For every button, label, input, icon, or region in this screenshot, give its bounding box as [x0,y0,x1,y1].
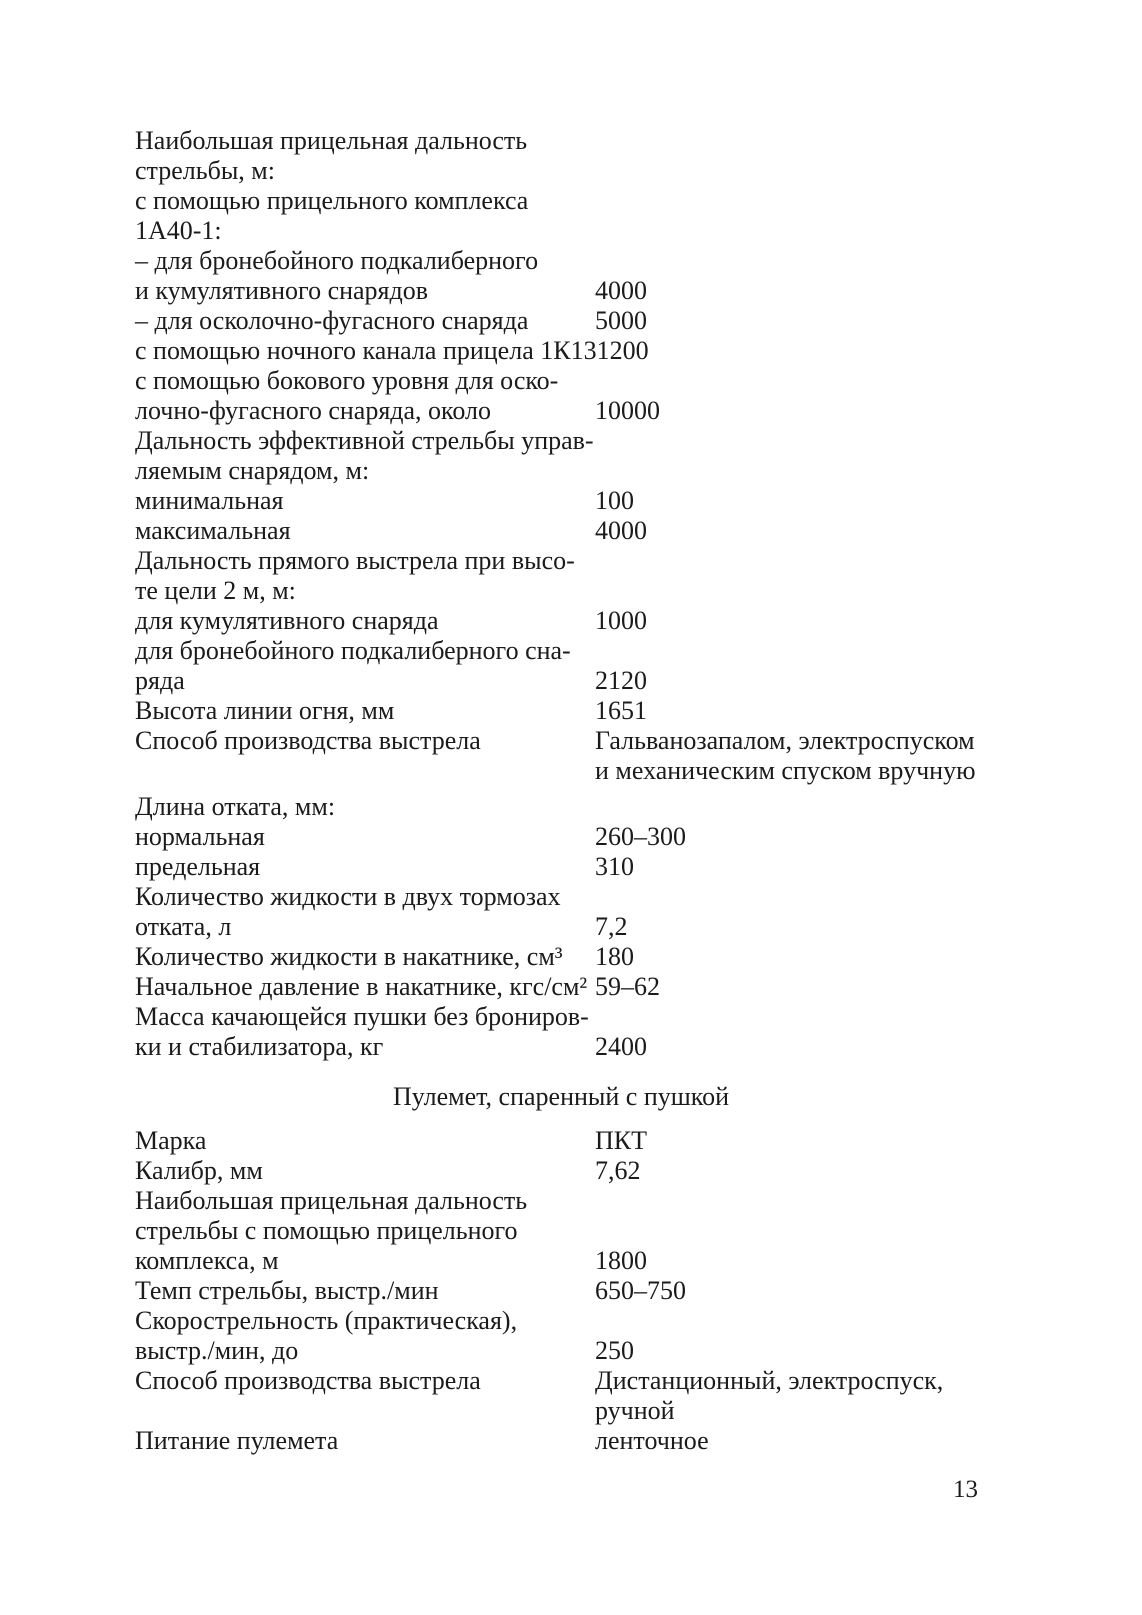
spec-label: комплекса, м [135,1246,279,1275]
spec-content [135,126,987,1456]
spec-label: Начальное давление в накатнике, кгс/см² [135,972,588,1001]
spec-row [135,1126,987,1156]
section-heading: Пулемет, спаренный с пушкой [393,1082,729,1111]
spec-row [135,822,987,852]
spec-value: 180 [595,942,634,971]
spec-label: для кумулятивного снаряда [135,606,439,635]
spec-value: Гальванозапалом, электроспуском [595,726,975,755]
spec-row [135,306,987,336]
spec-label: предельная [135,852,261,881]
spec-row [135,336,987,366]
spec-label: Способ производства выстрела [135,726,481,755]
spec-row [135,1186,987,1216]
spec-row [135,606,987,636]
spec-row [135,1396,987,1426]
spec-label: Наибольшая прицельная дальность [135,126,528,155]
spec-row [135,1366,987,1396]
spec-value: 1651 [595,696,647,725]
spec-label: Питание пулемета [135,1426,339,1455]
spec-row [135,546,987,576]
spec-label: стрельбы, м: [135,156,275,185]
gun-spec-section-upper [135,126,987,786]
spec-row [135,576,987,606]
spec-value: 1800 [595,1246,647,1275]
spec-row [135,636,987,666]
spec-label: для бронебойного подкалиберного сна- [135,636,571,665]
spec-label: с помощью бокового уровня для оско- [135,366,559,395]
spec-label: Дальность прямого выстрела при высо- [135,546,575,575]
spec-label: Количество жидкости в двух тормозах [135,882,561,911]
spec-value: 260–300 [595,822,686,851]
spec-label: выстр./мин, до [135,1336,299,1365]
spec-row [135,756,987,786]
spec-value: 100 [595,486,634,515]
spec-label: – для бронебойного подкалиберного [135,246,539,275]
spec-value: 650–750 [595,1276,686,1305]
spec-row [135,942,987,972]
spec-value: 7,62 [595,1156,641,1185]
spec-row [135,726,987,756]
spec-label: Дальность эффективной стрельбы управ- [135,426,594,455]
spec-row [135,1276,987,1306]
spec-label: с помощью прицельного комплекса [135,186,529,215]
spec-label: Высота линии огня, мм [135,696,395,725]
spec-row [135,882,987,912]
gun-spec-section-recoil [135,792,987,1062]
spec-value: и механическим спуском вручную [595,756,976,785]
spec-row [135,1306,987,1336]
spec-label: максимальная [135,516,291,545]
spec-label: 1А40-1: [135,216,222,245]
page-number: 13 [953,1476,978,1503]
spec-label: ки и стабилизатора, кг [135,1032,384,1061]
spec-label: нормальная [135,822,265,851]
spec-row [135,1246,987,1276]
spec-row [135,426,987,456]
spec-row [135,516,987,546]
spec-row [135,696,987,726]
spec-label: Скорострельность (практическая), [135,1306,518,1335]
spec-label: лочно-фугасного снаряда, около [135,396,491,425]
machine-gun-spec-section [135,1126,987,1456]
spec-row [135,1216,987,1246]
spec-row [135,456,987,486]
spec-row [135,1336,987,1366]
spec-row [135,1032,987,1062]
spec-value: ленточное [595,1426,709,1455]
spec-row [135,216,987,246]
spec-label: Длина отката, мм: [135,792,336,821]
spec-label: стрельбы с помощью прицельного [135,1216,518,1245]
spec-label: Темп стрельбы, выстр./мин [135,1276,439,1305]
spec-label: Наибольшая прицельная дальность [135,1186,528,1215]
spec-row [135,366,987,396]
spec-label: Масса качающейся пушки без брониров- [135,1002,589,1031]
spec-row [135,156,987,186]
spec-row [135,486,987,516]
spec-row [135,912,987,942]
spec-label: Калибр, мм [135,1156,263,1185]
spec-value: 1000 [595,606,647,635]
spec-label: и кумулятивного снарядов [135,276,429,305]
spec-row [135,666,987,696]
spec-label: ряда [135,666,185,695]
spec-row [135,972,987,1002]
spec-label: ляемым снарядом, м: [135,456,370,485]
spec-row [135,276,987,306]
spec-label: Способ производства выстрела [135,1366,481,1395]
spec-value: 250 [595,1336,634,1365]
spec-label: с помощью ночного канала прицела 1К13 [135,336,597,365]
spec-row [135,852,987,882]
spec-value: 310 [595,852,634,881]
spec-label: Количество жидкости в накатнике, см³ [135,942,563,971]
spec-value: Дистанционный, электроспуск, [595,1366,944,1395]
spec-label: минимальная [135,486,284,515]
spec-value: 5000 [595,306,647,335]
spec-row [135,396,987,426]
spec-value: 10000 [595,396,660,425]
spec-value: 59–62 [595,972,660,1001]
spec-value: 4000 [595,276,647,305]
spec-value: ПКТ [595,1126,647,1155]
spec-value: 7,2 [595,912,628,941]
spec-value: 2120 [595,666,647,695]
spec-label: – для осколочно-фугасного снаряда [135,306,529,335]
spec-label: отката, л [135,912,232,941]
spec-row [135,126,987,156]
spec-label: те цели 2 м, м: [135,576,296,605]
spec-value: 1200 [596,336,649,365]
spec-value: 2400 [595,1032,647,1061]
spec-value: ручной [595,1396,675,1425]
spec-row [135,1156,987,1186]
spec-value: 4000 [595,516,647,545]
spec-row [135,246,987,276]
spec-row [135,1426,987,1456]
spec-label: Марка [135,1126,207,1155]
spec-row [135,186,987,216]
spec-row [135,1002,987,1032]
spec-row [135,792,987,822]
